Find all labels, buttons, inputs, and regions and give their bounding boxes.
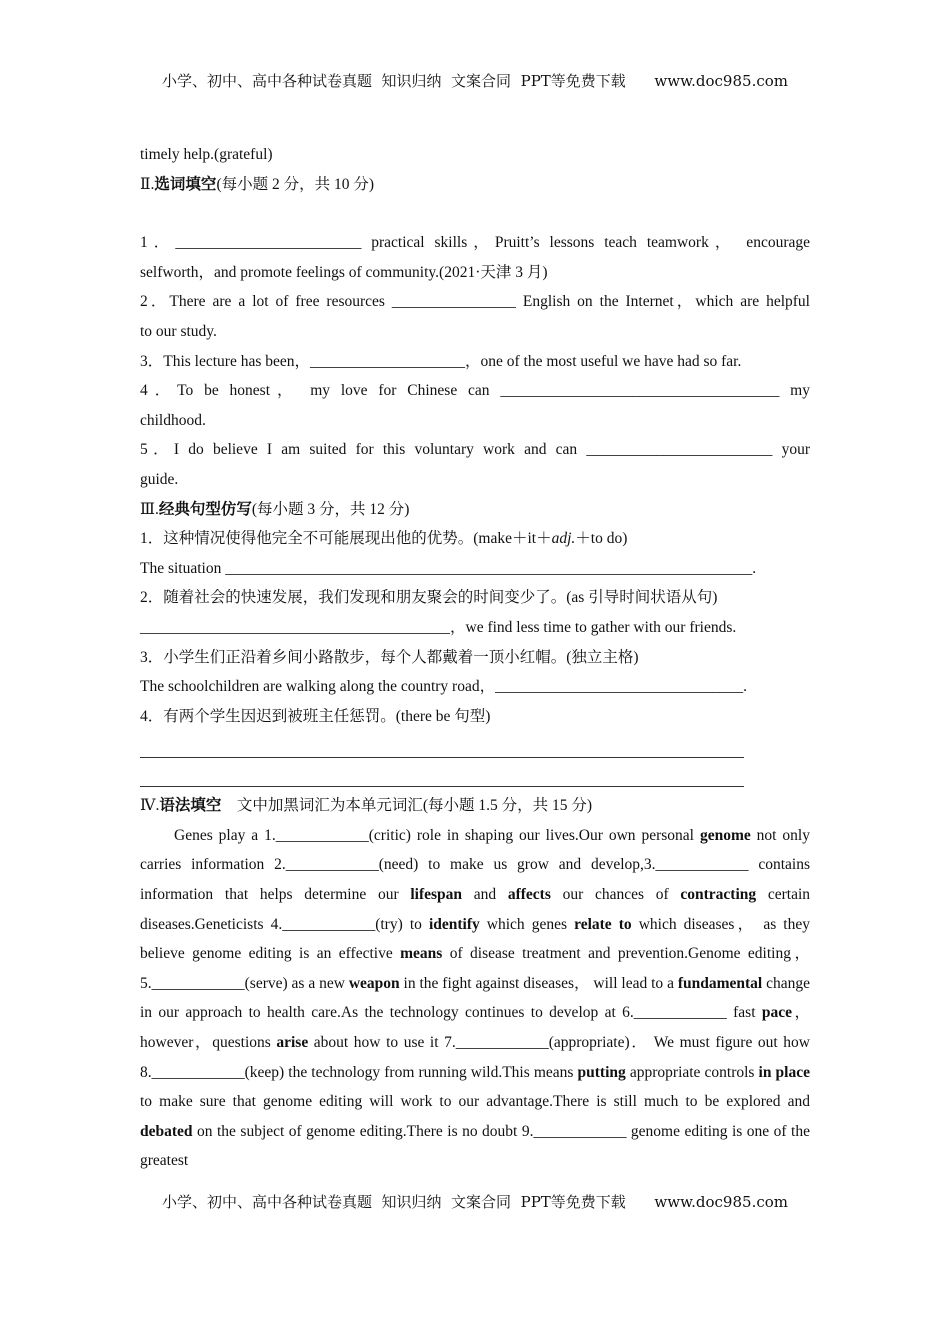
vocab-word: in place (758, 1063, 810, 1081)
page-footer: 小学、初中、高中各种试卷真题 知识归纳 文案合同 PPT等免费下载 www.doc985.com (161, 1193, 788, 1211)
s2-q3: 3．This lecture has been，____________________，one of the most useful we have had so far. (140, 352, 742, 370)
prompt-text: 1．这种情况使得他完全不可能展现出他的优势。(make＋it＋ (140, 530, 552, 548)
vocab-word: identify (428, 915, 480, 933)
section-number: Ⅲ. (140, 500, 159, 518)
section-heading: 选词填空 (154, 175, 217, 193)
s2-q2-line2: to our study. (140, 322, 217, 340)
prompt-italic: adj. (551, 530, 576, 548)
answer-line (140, 731, 744, 758)
vocab-word: weapon (348, 974, 400, 992)
s3-q1-prompt (140, 524, 810, 554)
passage-text: our chances of (550, 886, 681, 904)
section2-title (140, 170, 810, 200)
passage-text: which genes (479, 915, 575, 933)
section-score: (每小题 2 分，共 10 分) (216, 175, 375, 193)
passage-text: and (462, 886, 508, 904)
passage-text: certain diseases.Geneticists 4.____________(try) to (140, 886, 811, 933)
s3-q3-answer: The schoolchildren are walking along the country road，________________________________. (140, 678, 747, 696)
s2-q1-line1: 1．________________________ practical skills，Pruitt’s lessons teach teamwork， encourage (140, 234, 810, 252)
vocab-word: arise (276, 1034, 309, 1052)
vocab-word: contracting (680, 886, 757, 904)
s2-q5-line1: 5．I do believe I am suited for this voluntary work and can ________________________ your (140, 441, 810, 459)
s2-q4-line2: childhood. (140, 411, 206, 429)
section-number: Ⅳ. (140, 797, 160, 815)
page-header: 小学、初中、高中各种试卷真题 知识归纳 文案合同 PPT等免费下载 www.doc985.com (161, 72, 788, 90)
s3-q2-answer: ________________________________________，we find less time to gather with our friends. (140, 618, 737, 636)
vocab-word: lifespan (410, 886, 463, 904)
passage-text: in the fight against diseases， will lead to a (399, 974, 678, 992)
passage-text: which diseases， as they believe genome editing is an effective (140, 915, 810, 963)
passage-text: ，however，questions (140, 1004, 810, 1052)
s3-q3-prompt: 3．小学生们正沿着乡间小路散步，每个人都戴着一顶小红帽。(独立主格) (140, 648, 639, 666)
passage-text: on the subject of genome editing.There is no doubt 9.____________ genome editing is one of the greatest (140, 1122, 810, 1170)
passage-text: appropriate controls (625, 1063, 759, 1081)
vocab-word: debated (140, 1122, 193, 1140)
s2-q4-line1: 4．To be honest， my love for Chinese can ____________________________________ my (140, 382, 810, 400)
vocab-word: pace (761, 1004, 793, 1022)
worksheet-body (140, 140, 810, 1176)
section-score: (每小题 3 分，共 12 分) (251, 500, 410, 518)
section-heading: 语法填空 (159, 797, 222, 815)
vocab-word: affects (507, 886, 551, 904)
s3-q4-prompt: 4．有两个学生因迟到被班主任惩罚。(there be 句型) (140, 707, 491, 725)
s2-q1-line2: selfworth，and promote feelings of community.(2021·天津 3 月) (140, 263, 548, 281)
section-score: 文中加黑词汇为本单元词汇(每小题 1.5 分，共 15 分) (221, 797, 593, 815)
answer-line (140, 758, 744, 787)
passage-text: change in our approach to health care.As the technology continues to develop at 6.____________ fast (140, 974, 811, 1022)
vocab-word: genome (699, 826, 751, 844)
grammar-passage (140, 821, 810, 1176)
section3-title (140, 495, 810, 525)
vocab-word: fundamental (677, 974, 763, 992)
section-heading: 经典句型仿写 (158, 500, 252, 518)
s3-q2-prompt: 2．随着社会的快速发展，我们发现和朋友聚会的时间变少了。(as 引导时间状语从句) (140, 589, 718, 607)
section4-title (140, 791, 810, 821)
passage-text: of disease treatment and prevention.Genome editing， 5.____________(serve) as a new (140, 945, 810, 992)
vocab-word: means (400, 945, 443, 963)
passage-text: not only carries information 2.____________(need) to make us grow and develop,3.____________ contains information that helps determine our (140, 826, 810, 904)
vocab-word: putting (577, 1063, 626, 1081)
passage-text: to make sure that genome editing will work to our advantage.There is still much to be explored and (140, 1093, 810, 1111)
passage-text: about how to use it 7.____________(appropriate)． We must figure out how 8.____________(keep) the technology from running wild.This means (140, 1034, 810, 1081)
passage-text: Genes play a 1.____________(critic) role in shaping our lives.Our own personal (174, 826, 700, 844)
s2-q2-line1: 2．There are a lot of free resources ________________ English on the Internet，which are helpful (140, 293, 810, 311)
prompt-text: ＋to do) (575, 530, 628, 548)
vocab-word: relate to (574, 915, 632, 933)
s2-q5-line2: guide. (140, 470, 179, 488)
s3-q1-answer: The situation ____________________________________________________________________. (140, 559, 757, 577)
section-number: Ⅱ. (140, 175, 155, 193)
intro-line: timely help.(grateful) (140, 146, 273, 163)
